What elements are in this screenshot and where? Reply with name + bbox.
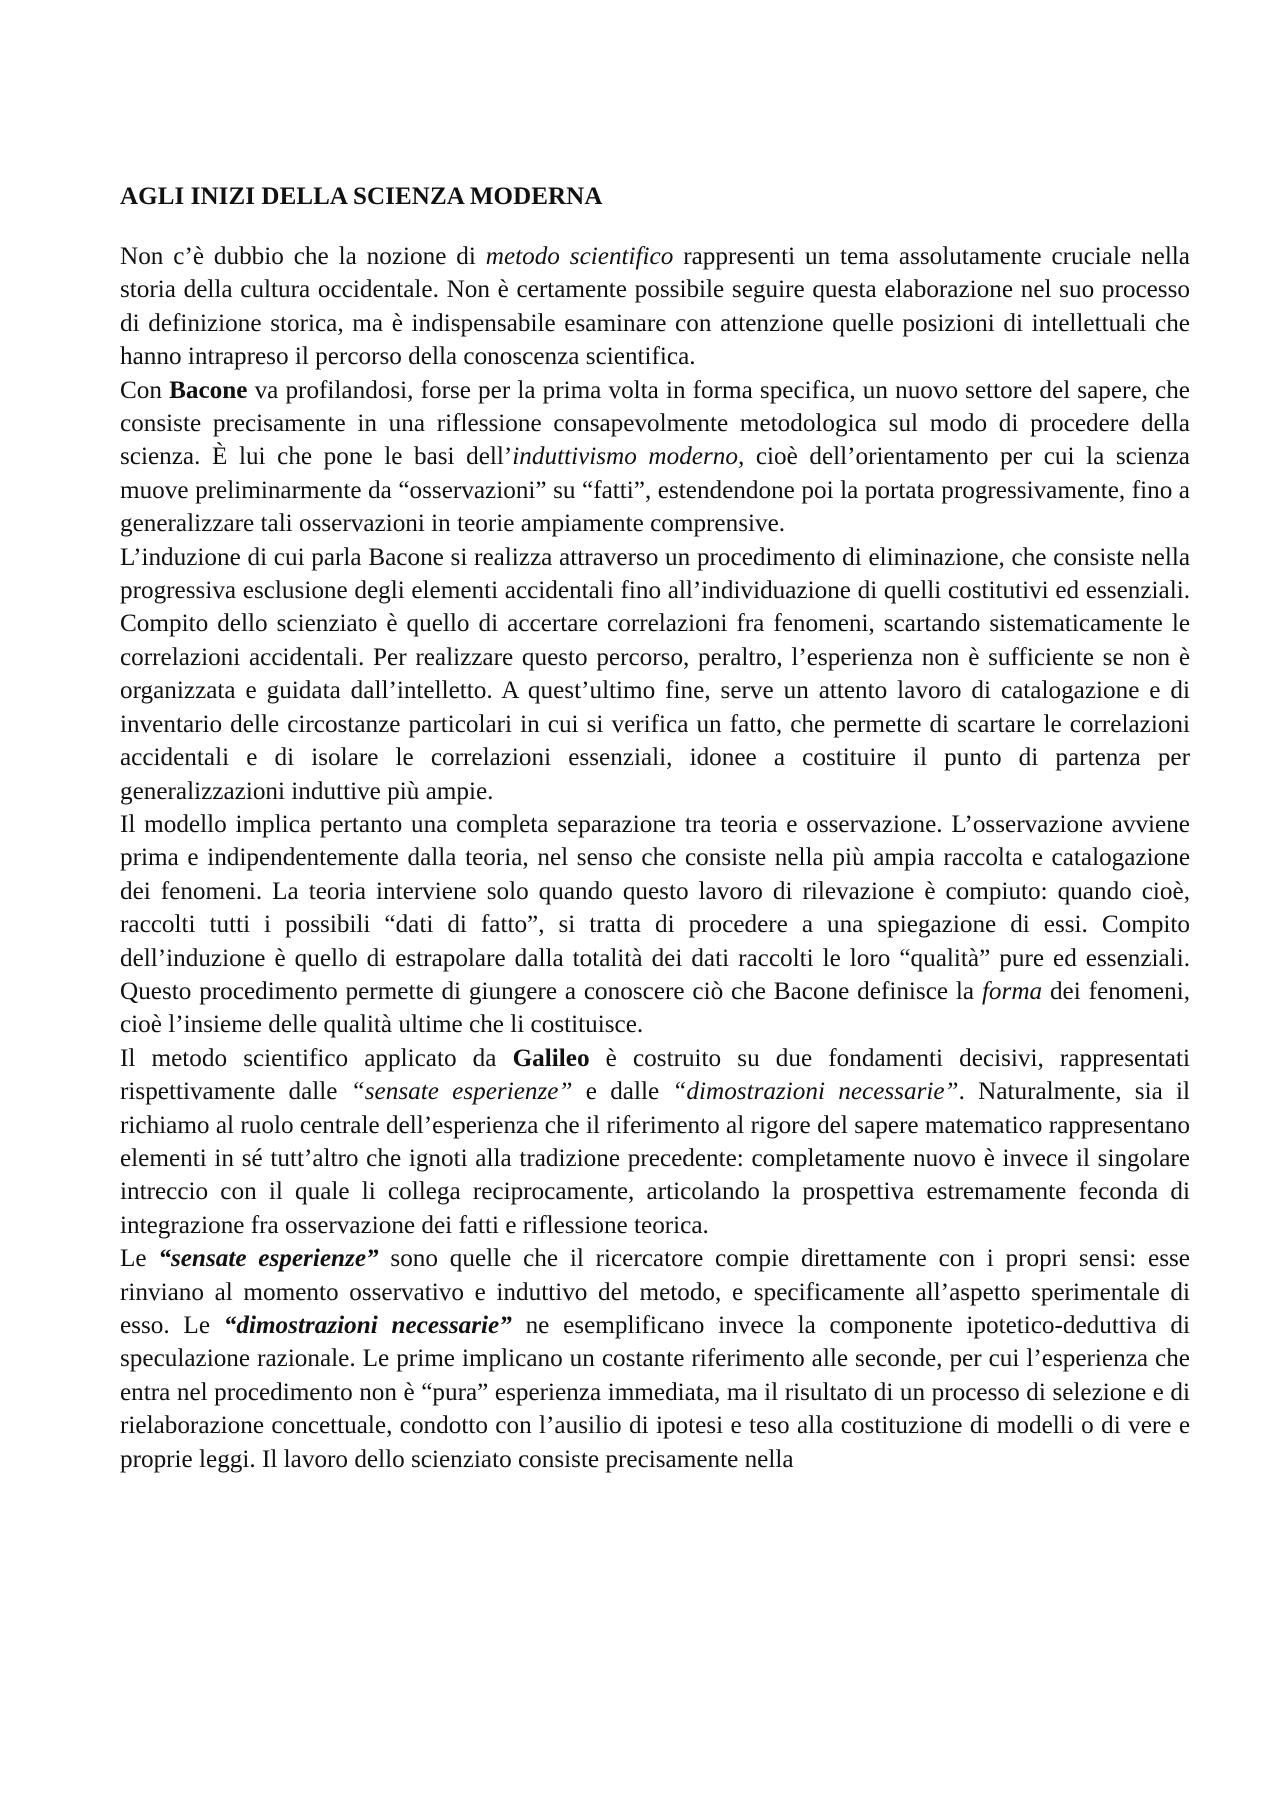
bold-text: Galileo [512, 1044, 590, 1072]
text-run: Il metodo scientifico applicato da [120, 1044, 513, 1072]
document-page [120, 180, 1190, 1476]
paragraph-4 [120, 808, 1190, 1042]
bold-emphasis-text: “sensate esperienze” [158, 1245, 379, 1273]
text-run: ne esemplificano invece la componente ipotetico-deduttiva di speculazione razionale. Le prime implicano un costante riferimento alle seconde, per cui l’esperienza che entra nel procedimento non è “pura” esperienza immediata, ma il risultato di un processo di selezione e di rielaborazione concettuale, condotto con l’ausilio di ipotesi e teso alla costituzione di modelli o di vere e proprie leggi. Il lavoro dello scienziato consiste precisamente nella [120, 1312, 1190, 1473]
text-run: e dalle [572, 1078, 673, 1106]
text-run: sono quelle che il ricercatore compie direttamente con i propri sensi: esse rinviano al momento osservativo e induttivo del metodo, e specificamente all’aspetto sperimentale di esso. Le [120, 1245, 1190, 1339]
text-run: dei fenomeni, cioè l’insieme delle qualità ultime che li costituisce. [120, 977, 1190, 1039]
paragraph-6 [120, 1242, 1190, 1476]
emphasis-text: “sensate esperienze” [350, 1078, 573, 1106]
emphasis-text: “dimostrazioni necessarie” [672, 1078, 959, 1106]
document-title: AGLI INIZI DELLA SCIENZA MODERNA [120, 183, 603, 210]
emphasis-text: metodo scientifico [485, 243, 674, 270]
text-run: rappresenti un tema assolutamente cruciale nella storia della cultura occidentale. Non è certamente possibile seguire questa elaborazione nel suo processo di definizione storica, ma è indispensabile esaminare con attenzione quelle posizioni di intellettuali che hanno intrapreso il percorso della conoscenza scientifica. [120, 243, 1190, 371]
paragraph-3 [120, 541, 1190, 808]
emphasis-text: induttivismo moderno, [512, 443, 745, 471]
bold-text: Bacone [169, 376, 248, 404]
paragraph-1 [120, 240, 1190, 374]
text-run: Non c’è dubbio che la nozione di [120, 243, 486, 270]
bold-emphasis-text: “dimostrazioni necessarie” [223, 1312, 512, 1339]
text-run: Il modello implica pertanto una completa separazione tra teoria e osservazione. L’osservazione avviene prima e indipendentemente dalla teoria, nel senso che consiste nella più ampia raccolta e catalogazione dei fenomeni. La teoria interviene solo quando questo lavoro di rilevazione è compiuto: quando cioè, raccolti tutti i possibili “dati di fatto”, si tratta di procedere a una spiegazione di essi. Compito dell’induzione è quello di estrapolare dalla totalità dei dati raccolti le loro “qualità” pure ed essenziali. Questo procedimento permette di giungere a conoscere ciò che Bacone definisce la [120, 810, 1190, 1005]
paragraph-2 [120, 374, 1190, 541]
paragraph-5 [120, 1042, 1190, 1242]
text-run: è costruito su due fondamenti decisivi, rappresentati rispettivamente dalle [120, 1044, 1190, 1106]
emphasis-text: forma [981, 977, 1043, 1005]
text-run: Le [120, 1245, 159, 1273]
text-run: Con [120, 376, 170, 404]
text-run: va profilandosi, forse per la prima volta in forma specifica, un nuovo settore del sapere, che consiste precisamente in una riflessione consapevolmente metodologica sul modo di procedere della scienza. È lui che pone le basi dell’ [120, 376, 1190, 471]
text-run: . Naturalmente, sia il richiamo al ruolo centrale dell’esperienza che il riferimento al rigore del sapere matematico rappresentano elementi in sé tutt’altro che ignoti alla tradizione precedente: completamente nuovo è invece il singolare intreccio con il quale li collega reciprocamente, articolando la prospettiva estremamente feconda di integrazione fra osservazione dei fatti e riflessione teorica. [120, 1078, 1191, 1239]
text-run: cioè dell’orientamento per cui la scienza muove preliminarmente da “osservazioni” su “fatti”, estendendone poi la portata progressivamente, fino a generalizzare tali osservazioni in teorie ampiamente comprensive. [120, 443, 1190, 538]
text-run: L’induzione di cui parla Bacone si realizza attraverso un procedimento di eliminazione, che consiste nella progressiva esclusione degli elementi accidentali fino all’individuazione di quelli costitutivi ed essenziali. Compito dello scienziato è quello di accertare correlazioni fra fenomeni, scartando sistematicamente le correlazioni accidentali. Per realizzare questo percorso, peraltro, l’esperienza non è sufficiente se non è organizzata e guidata dall’intelletto. A quest’ultimo fine, serve un attento lavoro di catalogazione e di inventario delle circostanze particolari in cui si verifica un fatto, che permette di scartare le correlazioni accidentali e di isolare le correlazioni essenziali, idonee a costituire il punto di partenza per generalizzazioni induttive più ampie. [120, 543, 1190, 805]
